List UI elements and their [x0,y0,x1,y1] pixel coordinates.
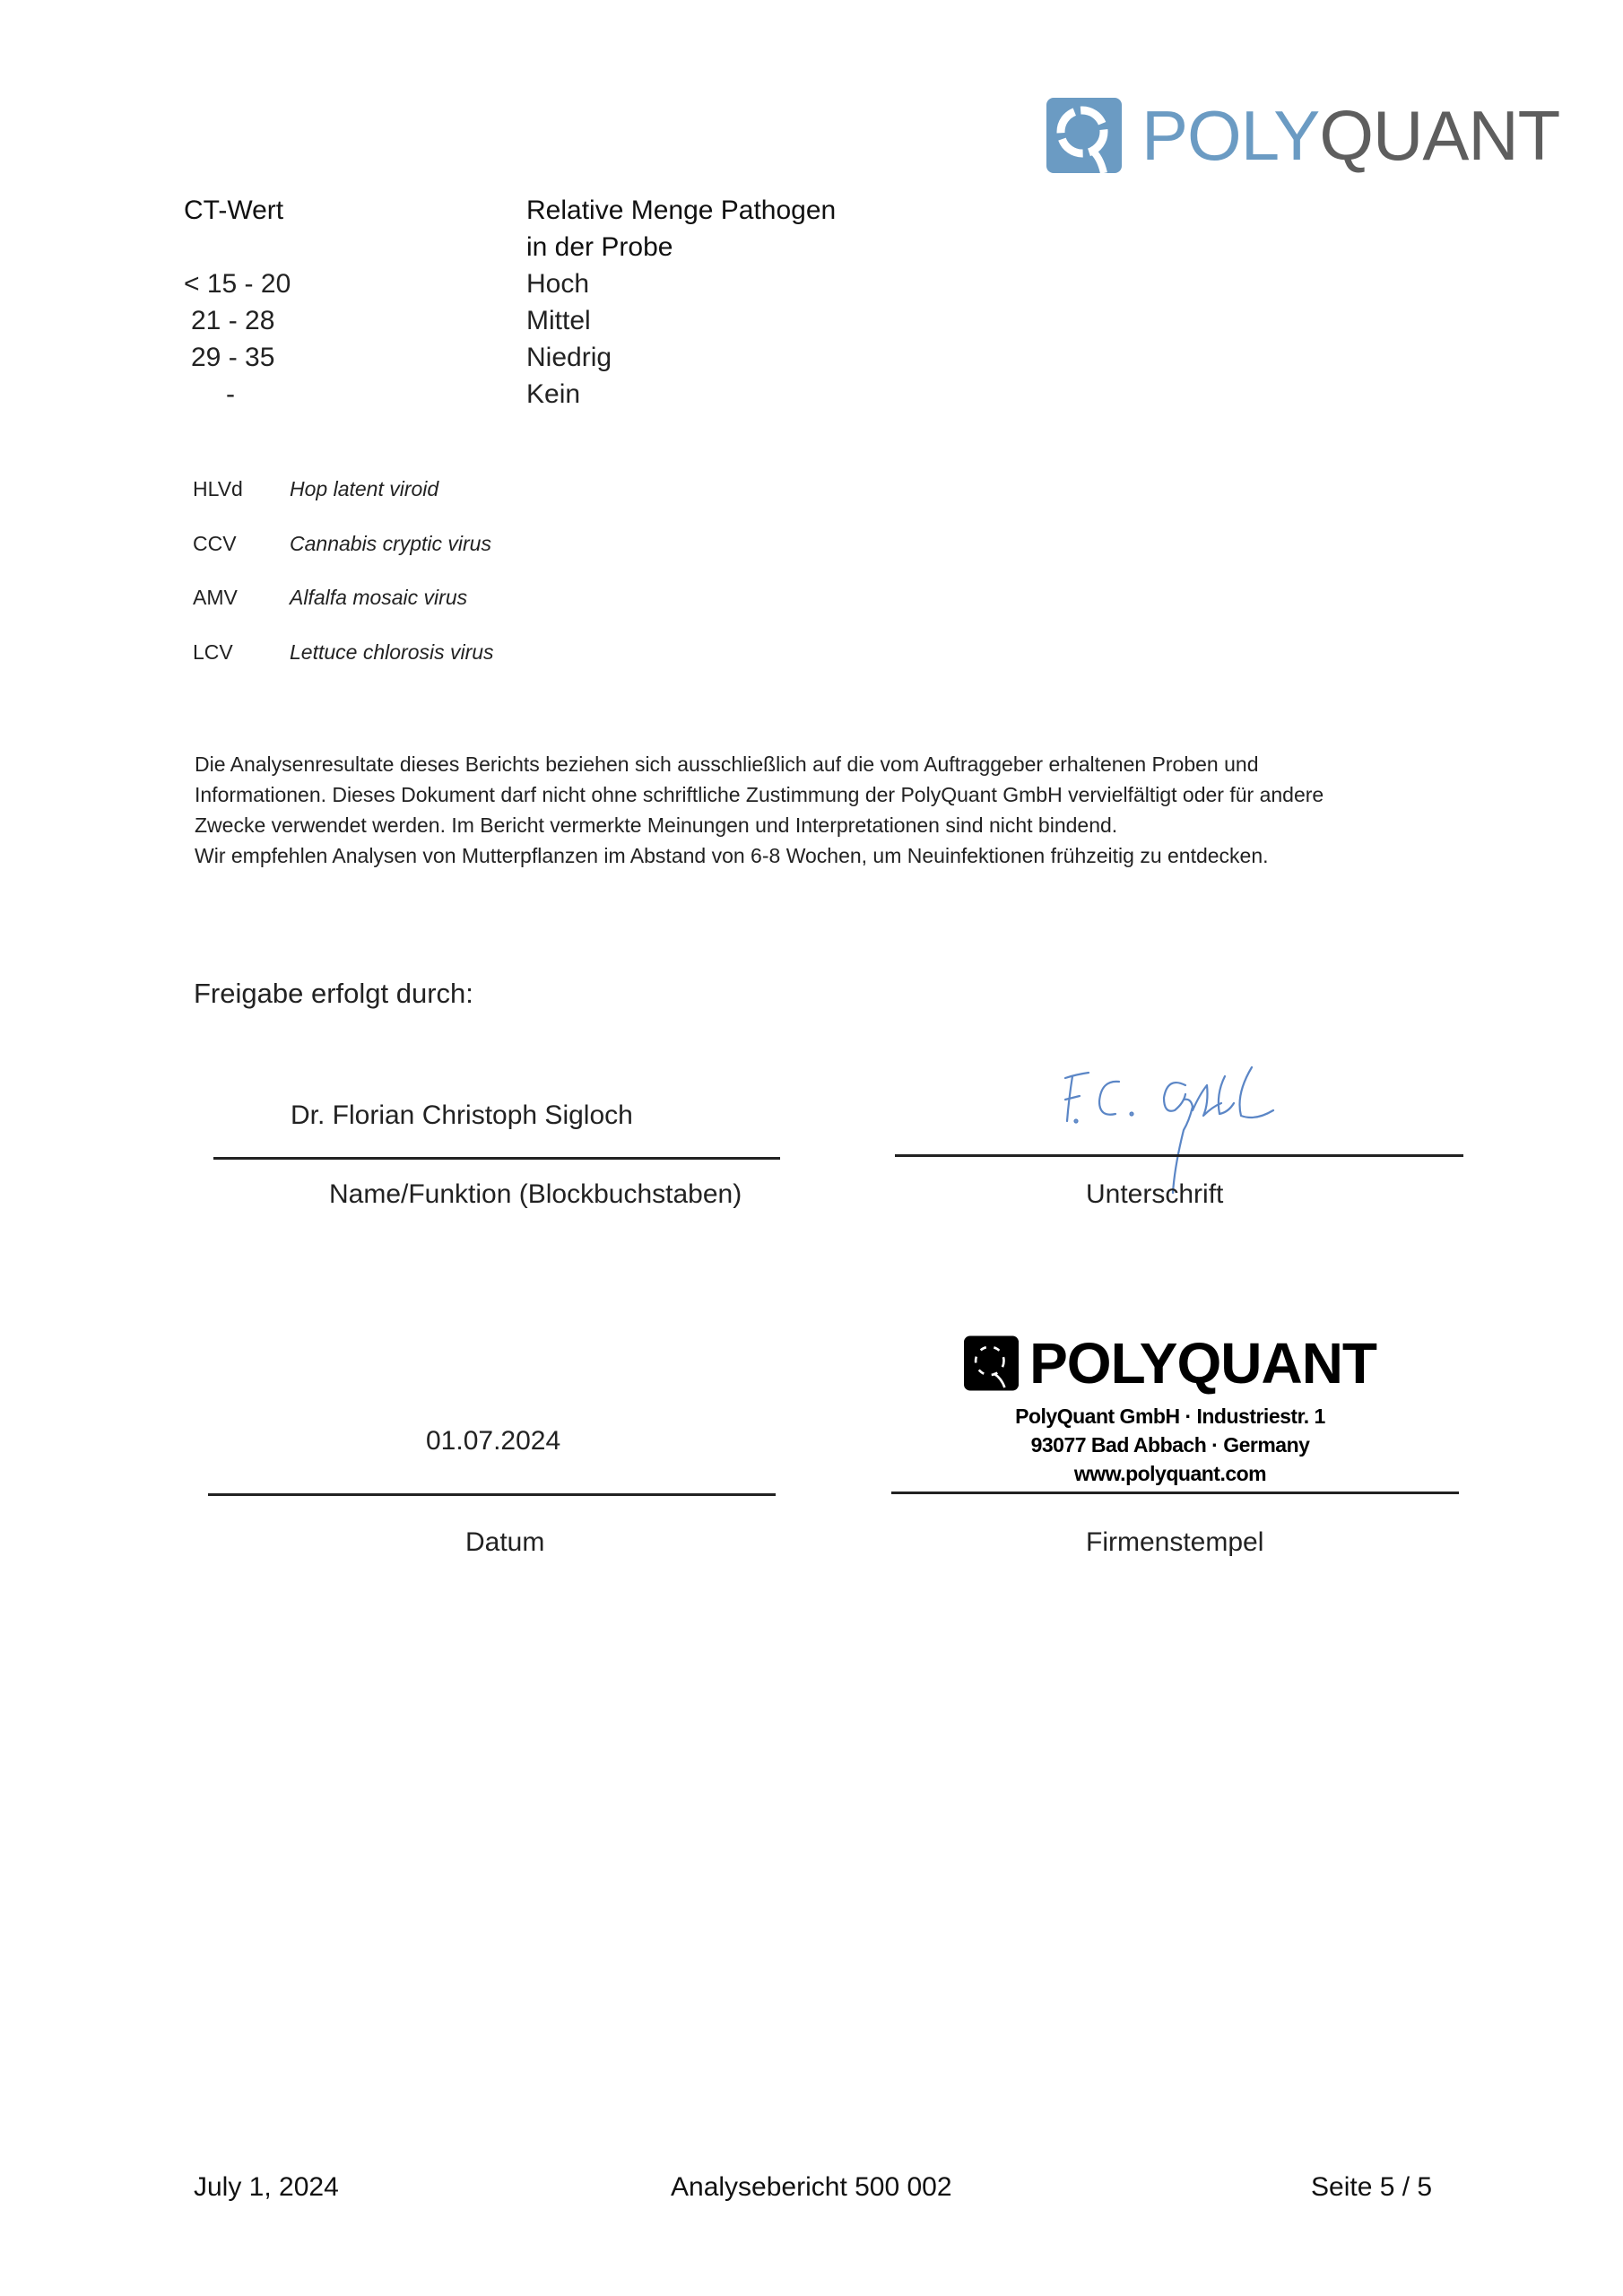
polyquant-logo [1046,97,1559,174]
abbreviation-code: AMV [193,586,238,609]
footer-report-id: Analysebericht 500 002 [671,2172,952,2202]
stamp-address-line: 93077 Bad Abbach · Germany [1030,1433,1310,1457]
abbreviation-name: Alfalfa mosaic virus [290,586,468,609]
ct-row-value: 21 - 28 [191,306,275,335]
ct-row-value: - [226,379,235,409]
signature-line [895,1154,1463,1157]
signature-label: Unterschrift [1086,1179,1224,1209]
abbreviation-code: LCV [193,640,233,664]
ct-row-amount: Kein [526,379,581,409]
abbreviation-name: Cannabis cryptic virus [290,532,491,555]
ct-row-value: < 15 - 20 [184,269,291,299]
approver-name: Dr. Florian Christoph Sigloch [291,1100,633,1130]
stamp-logo [964,1332,1376,1395]
polyquant-stamp-icon [964,1332,1019,1395]
ct-row-value: 29 - 35 [191,343,275,372]
stamp-website: www.polyquant.com [1073,1462,1267,1485]
footer-page-number: Seite 5 / 5 [1311,2172,1433,2202]
stamp-label: Firmenstempel [1086,1527,1264,1557]
release-date: 01.07.2024 [426,1426,561,1456]
abbreviation-code: HLVd [193,477,243,500]
ct-row-amount: Mittel [526,306,591,335]
stamp-title: POLYQUANT [1029,1331,1376,1396]
abbreviation-name: Hop latent viroid [290,477,439,500]
date-label: Datum [465,1527,545,1557]
ct-row-amount: Niedrig [526,343,612,372]
ct-header-amount: Relative Menge Pathogen [526,196,837,225]
stamp-line [891,1492,1459,1494]
disclaimer-line: Zwecke verwendet werden. Im Bericht vermerkte Meinungen und Interpretationen sind nicht bindend. [195,813,1118,837]
stamp-address-line: PolyQuant GmbH · Industriestr. 1 [1015,1405,1325,1428]
footer-date: July 1, 2024 [194,2172,339,2202]
polyquant-q-icon [1046,98,1122,173]
abbreviation-name: Lettuce chlorosis virus [290,640,494,664]
disclaimer-line: Wir empfehlen Analysen von Mutterpflanzen im Abstand von 6-8 Wochen, um Neuinfektionen frühzeitig zu entdecken. [195,844,1269,867]
ct-header-amount-line2: in der Probe [526,232,673,262]
disclaimer-line: Informationen. Dieses Dokument darf nicht ohne schriftliche Zustimmung der PolyQuant GmbH vervielfältigt oder für andere [195,783,1324,806]
abbreviation-code: CCV [193,532,237,555]
company-stamp [964,1332,1376,1488]
logo-text-quant: QUANT [1319,96,1560,175]
logo-text-poly: POLY [1141,96,1320,175]
ct-header-ct-value: CT-Wert [184,196,284,225]
release-title: Freigabe erfolgt durch: [194,978,473,1009]
name-function-label: Name/Funktion (Blockbuchstaben) [329,1179,742,1209]
ct-row-amount: Hoch [526,269,590,299]
name-line [213,1157,780,1160]
disclaimer-line: Die Analysenresultate dieses Berichts beziehen sich ausschließlich auf die vom Auftraggeber erhaltenen Proben und [195,752,1259,776]
date-line [208,1493,776,1496]
disclaimer [195,749,1468,871]
